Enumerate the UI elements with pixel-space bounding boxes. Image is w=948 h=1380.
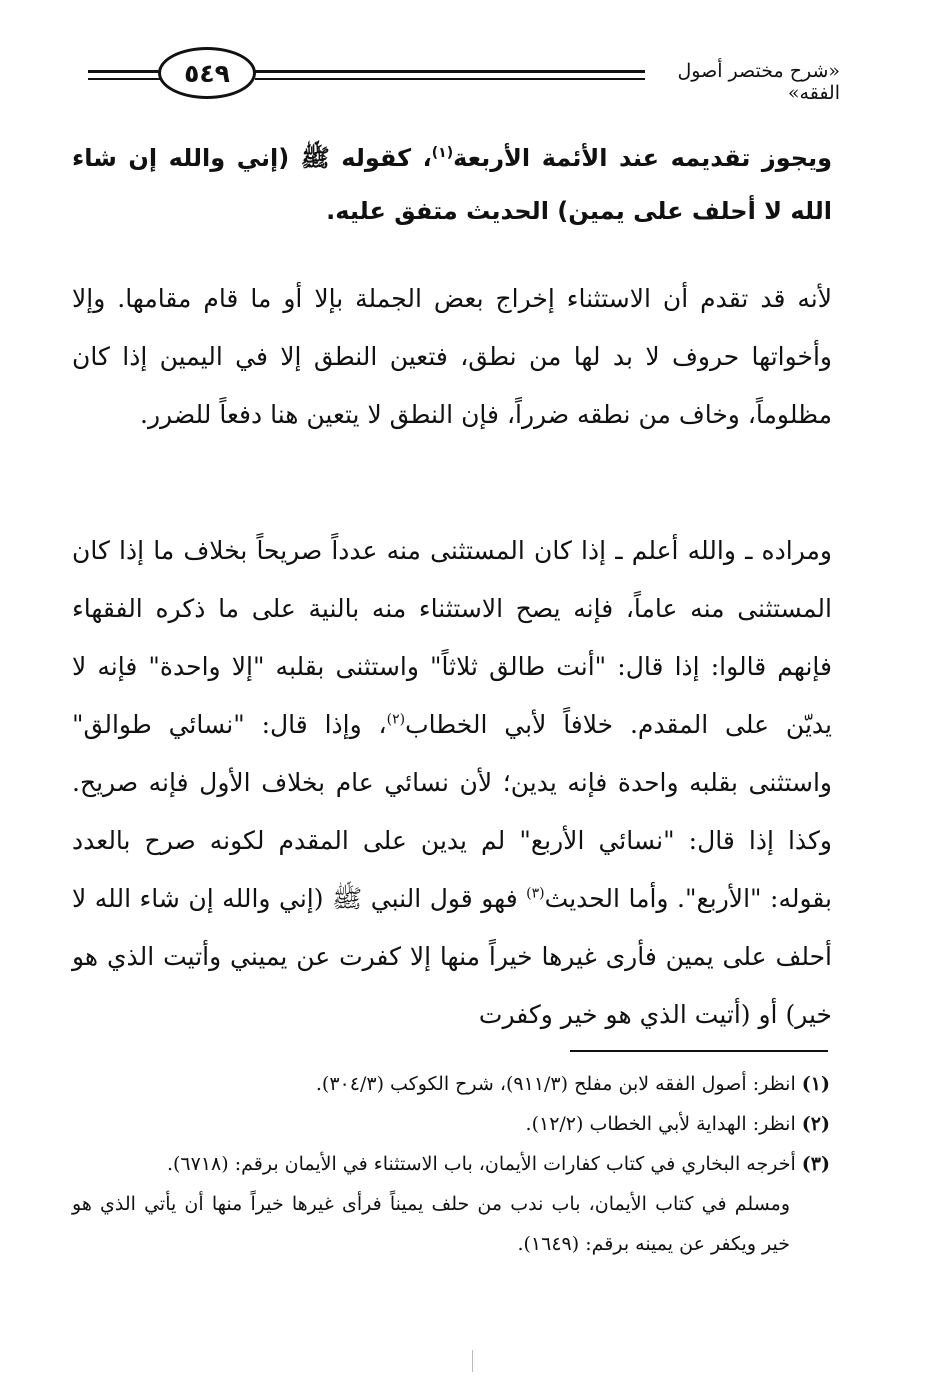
paragraph-2-part3: فهو قول النبي ﷺ (إني والله إن شاء الله لا أحلف على يمين فأرى غيرها خيراً منها إلا كفرت عن يميني وأتيت الذي هو خير) أو (أتيت الذي هو خير وكفرت [72,884,832,1029]
header-rule-left [88,70,160,73]
commentary-paragraph-1: لأنه قد تقدم أن الاستثناء إخراج بعض الجملة بإلا أو ما قام مقامها. وإلا وأخواتها حروف لا بد لها من نطق، فتعين النطق إلا في اليمين إذا كان مظلوماً، وخاف من نطقه ضرراً، فإن النطق لا يتعين هنا دفعاً للضرر. [72,284,832,429]
matn-text-part2: ، كقوله ﷺ (إني والله إن شاء الله لا أحلف على يمين) الحديث متفق عليه. [72,144,832,225]
paragraph-2-part1: ومراده ـ والله أعلم ـ إذا كان المستثنى منه عدداً صريحاً بخلاف ما إذا كان المستثنى منه عاماً، فإنه يصح الاستثناء منه بالنية على ما ذكره الفقهاء فإنهم قالوا: إذا قال: "أنت طالق ثلاثاً" واستثنى بقلبه "إلا واحدة" فإنه لا يديّن على المقدم. خلافاً لأبي الخطاب [72,536,832,739]
header-rule-right-thin [255,78,645,80]
footnotes [72,1064,830,1264]
footnote-separator [570,1050,828,1052]
page-number: ٥٤٩ [158,47,256,99]
matn-text-part1: ويجوز تقديمه عند الأئمة الأربعة [453,144,832,172]
commentary-paragraph-2 [72,522,832,1044]
footnote-ref-2: (٢) [386,711,406,728]
header-rule-left-thin [88,78,160,80]
footnote-3-continuation: ومسلم في كتاب الأيمان، باب ندب من حلف يميناً فرأى غيرها خيراً منها أن يأتي الذي هو خير ويكفر عن يمينه برقم: (١٦٤٩). [72,1193,790,1255]
footnote-2-text: انظر: الهداية لأبي الخطاب (١٢/٢). [525,1113,796,1135]
footnote-ref-1: (١) [431,145,454,161]
footnote-3-number: (٣) [801,1153,830,1175]
footnote-1 [72,1064,830,1104]
footnote-1-number: (١) [801,1073,830,1095]
header-rule-right [255,70,645,73]
paragraph-2-part2: ، وإذا قال: "نسائي طوالق" واستثنى بقلبه واحدة فإنه يدين؛ لأن نسائي عام بخلاف الأول فإنه صريح. وكذا إذا قال: "نسائي الأربع" لم يدين على المقدم لكونه صرح بالعدد بقوله: "الأربع". وأما الحديث [72,710,832,913]
footnote-3-text: أخرجه البخاري في كتاب كفارات الأيمان، باب الاستثناء في الأيمان برقم: (٦٧١٨). [166,1153,796,1175]
matn-text [72,132,832,238]
footnote-ref-3: (٣) [526,885,545,902]
footnote-2 [72,1104,830,1144]
footnote-2-number: (٢) [801,1113,830,1135]
footnote-3 [72,1144,830,1184]
footnote-1-text: انظر: أصول الفقه لابن مفلح (٩١١/٣)، شرح الكوكب (٣٠٤/٣). [315,1073,796,1095]
crop-mark [472,1350,473,1372]
running-title: «شرح مختصر أصول الفقه» [677,60,840,104]
